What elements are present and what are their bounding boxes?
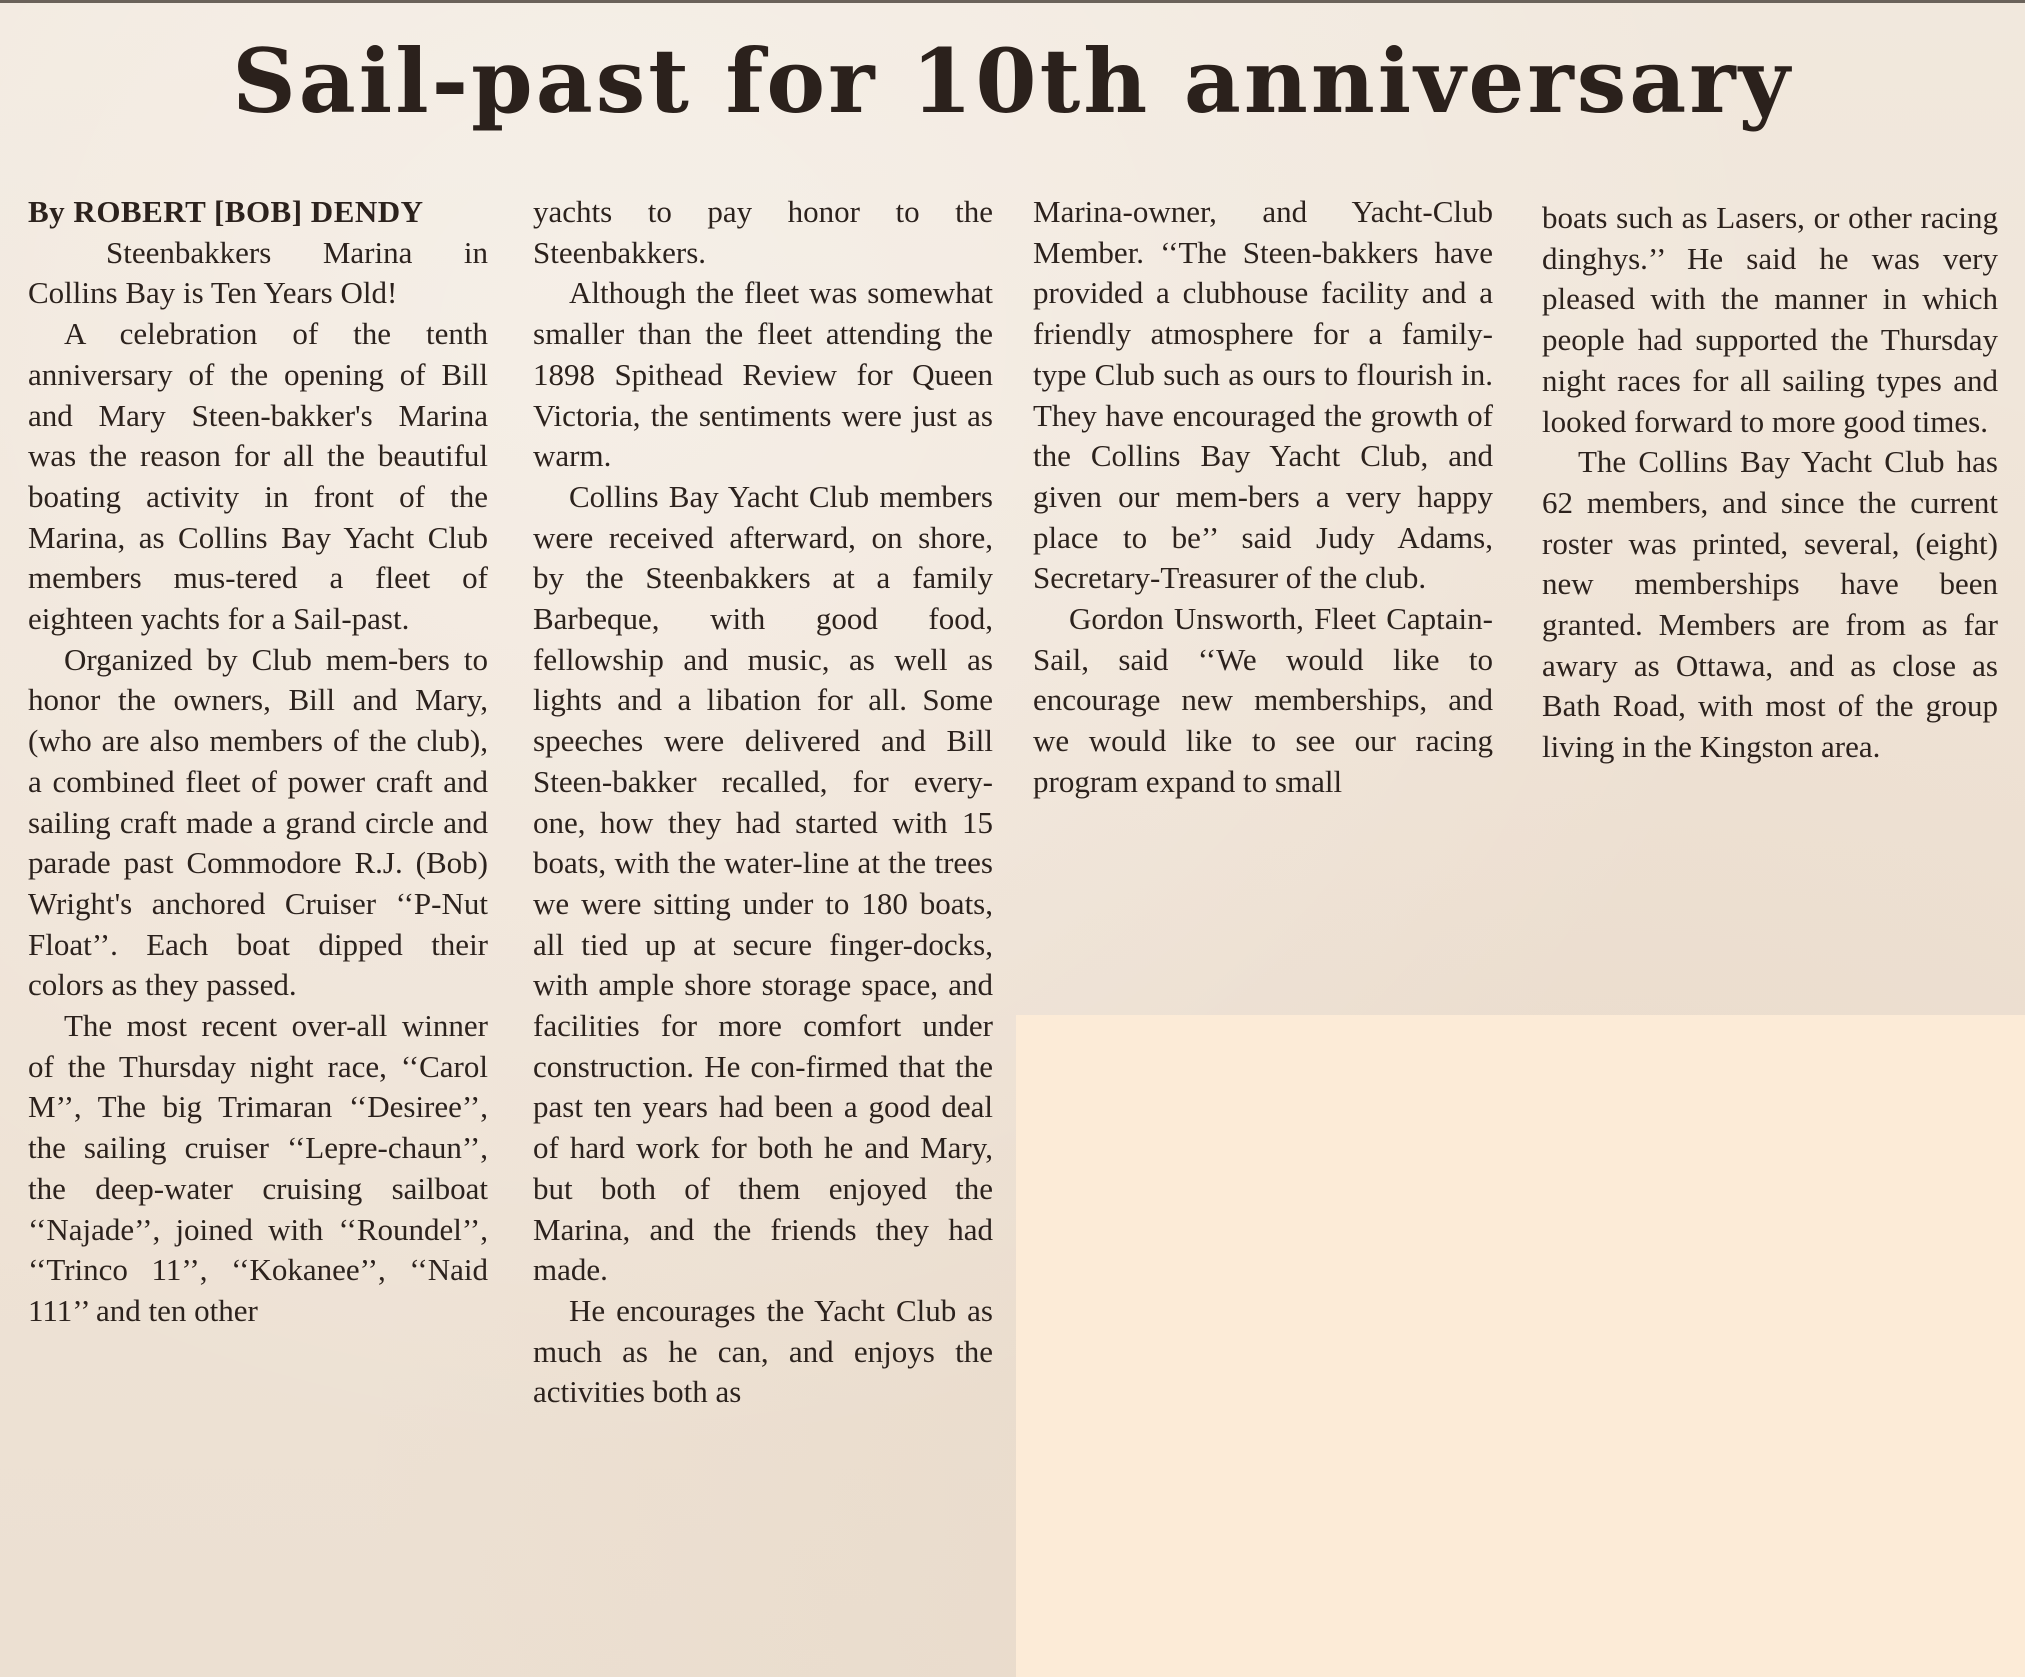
paragraph: He encourages the Yacht Club as much as he can, and enjoys the activities both as (533, 1292, 993, 1410)
article-column-1 (28, 192, 488, 1332)
blank-paper-area (1016, 1015, 2025, 1677)
article-column-4 (1542, 198, 1998, 768)
paragraph: yachts to pay honor to the Steenbakkers. (533, 194, 993, 270)
paragraph: Gordon Unsworth, Fleet Captain-Sail, said ‘‘We would like to encourage new memberships, and we would like to see our racing program expand to small (1033, 601, 1493, 799)
paragraph: Collins Bay Yacht Club members were received afterward, on shore, by the Steenbakkers at a family Barbeque, with good food, fellowship and music, as well as lights and a libation for all. Some speeches were delivered and Bill Steen-bakker recalled, for every-one, how they had started with 15 boats, with the water-line at the trees we were sitting under to 180 boats, all tied up at secure finger-docks, with ample shore storage space, and facilities for more comfort under construction. He con-firmed that the past ten years had been a good deal of hard work for both he and Mary, but both of them enjoyed the Marina, and the friends they had made. (533, 478, 993, 1288)
byline: By ROBERT [BOB] DENDY (28, 194, 424, 229)
top-border-rule (0, 0, 2025, 3)
paragraph: A celebration of the tenth anniversary of the opening of Bill and Mary Steen-bakker's Marina was the reason for all the beautiful boating activity in front of the Marina, as Collins Bay Yacht Club members mus-tered a fleet of eighteen yachts for a Sail-past. (28, 316, 488, 637)
paragraph: Organized by Club mem-bers to honor the owners, Bill and Mary, (who are also members of the club), a combined fleet of power craft and sailing craft made a grand circle and parade past Commodore R.J. (Bob) Wright's anchored Cruiser ‘‘P-Nut Float’’. Each boat dipped their colors as they passed. (28, 641, 488, 1003)
paragraph: Although the fleet was somewhat smaller than the fleet attending the 1898 Spithead Review for Queen Victoria, the sentiments were just as warm. (533, 275, 993, 474)
article-column-3 (1033, 192, 1493, 803)
paragraph: The most recent over-all winner of the Thursday night race, ‘‘Carol M’’, The big Trimaran ‘‘Desiree’’, the sailing cruiser ‘‘Lepre-chaun’’, the deep-water cruising sailboat ‘‘Najade’’, joined with ‘‘Roundel’’, ‘‘Trinco 11’’, ‘‘Kokanee’’, ‘‘Naid 111’’ and ten other (28, 1008, 488, 1328)
paragraph: Steenbakkers Marina in Collins Bay is Ten Years Old! (28, 234, 488, 311)
article-column-2 (533, 192, 993, 1413)
paragraph: Marina-owner, and Yacht-Club Member. ‘‘The Steen-bakkers have provided a clubhouse facility and a friendly atmosphere for a family-type Club such as ours to flourish in. They have encouraged the growth of the Collins Bay Yacht Club, and given our mem-bers a very happy place to be’’ said Judy Adams, Secretary-Treasurer of the club. (1033, 194, 1493, 596)
paragraph: boats such as Lasers, or other racing dinghys.’’ He said he was very pleased with the manner in which people had supported the Thursday night races for all sailing types and looked forward to more good times. (1542, 200, 1998, 439)
paragraph: The Collins Bay Yacht Club has 62 members, and since the current roster was printed, several, (eight) new memberships have been granted. Members are from as far awary as Ottawa, and as close as Bath Road, with most of the group living in the Kingston area. (1542, 444, 1998, 765)
headline: Sail-past for 10th anniversary (232, 29, 1793, 133)
